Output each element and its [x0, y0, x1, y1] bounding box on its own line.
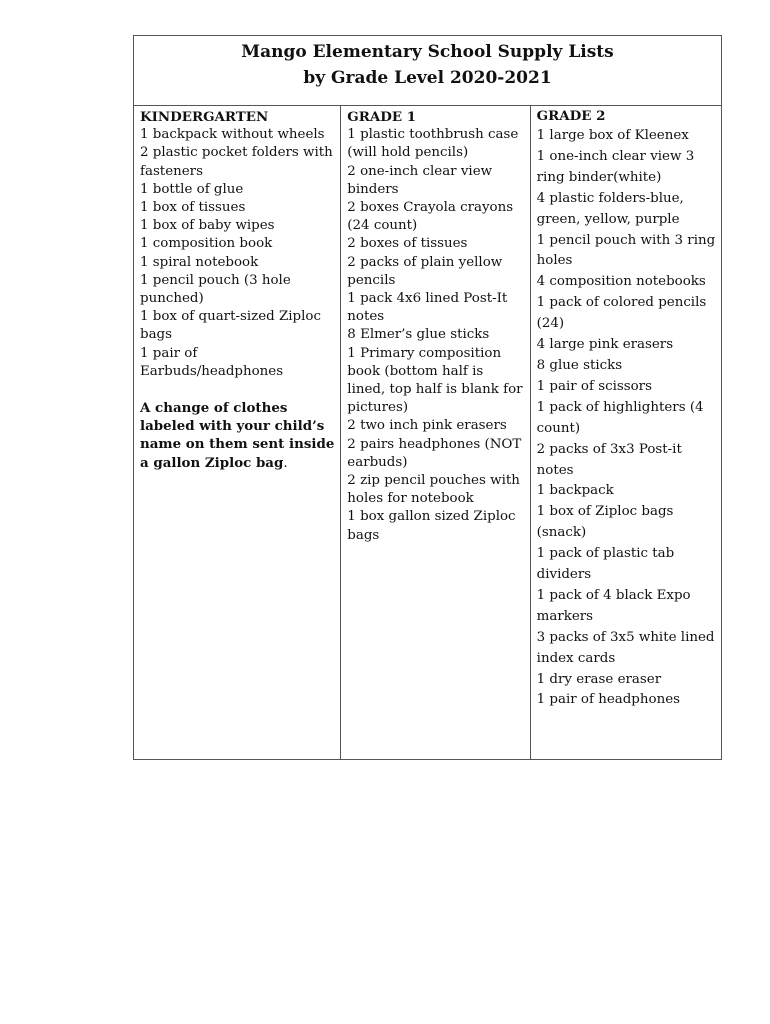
list-item: 1 pack of 4 black Expo markers: [536, 587, 691, 624]
list-item: 1 backpack without wheels: [140, 127, 325, 143]
list-item: 8 Elmer’s glue sticks: [347, 327, 490, 343]
list-item: 8 glue sticks: [536, 357, 623, 373]
list-item: 4 composition notebooks: [536, 274, 706, 290]
list-item: 2 plastic pocket folders with fasteners: [140, 145, 333, 179]
list-item: 1 box gallon sized Ziploc bags: [347, 509, 516, 543]
list-item: 1 composition book: [140, 236, 273, 252]
kindergarten-note-period: .: [283, 455, 288, 471]
table-title-cell: [134, 36, 721, 106]
list-item: 2 two inch pink erasers: [347, 418, 507, 434]
list-item: 1 box of quart-sized Ziploc bags: [140, 309, 321, 343]
grade-columns: [134, 106, 721, 759]
list-item: 1 plastic toothbrush case (will hold pencils): [347, 127, 519, 161]
list-item: 2 one-inch clear view binders: [347, 163, 493, 197]
list-item: 2 boxes of tissues: [347, 236, 468, 252]
grade-2-list: [537, 126, 716, 711]
list-item: 1 pack 4x6 lined Post-It notes: [347, 291, 508, 325]
supply-list-table: [133, 35, 722, 760]
list-item: 2 zip pencil pouches with holes for notebook: [347, 473, 520, 507]
list-item: 1 box of baby wipes: [140, 218, 275, 234]
list-item: 1 one-inch clear view 3 ring binder(white): [536, 148, 695, 185]
list-item: 2 packs of plain yellow pencils: [347, 254, 503, 288]
list-item: 1 dry erase eraser: [536, 671, 662, 687]
kindergarten-clothes-note: [140, 399, 335, 473]
grade-1-column: [341, 106, 530, 759]
list-item: 1 pair of headphones: [536, 692, 680, 708]
document-title-line-2: by Grade Level 2020-2021: [303, 68, 552, 88]
list-item: 1 pair of Earbuds/headphones: [140, 345, 284, 379]
list-item: 1 backpack: [536, 483, 614, 499]
list-item: 1 box of tissues: [140, 200, 246, 216]
document-title-line-1: Mango Elementary School Supply Lists: [241, 42, 614, 62]
list-item: 1 pencil pouch (3 hole punched): [140, 272, 291, 307]
list-item: 1 pencil pouch with 3 ring holes: [536, 232, 716, 269]
list-item: 4 large pink erasers: [536, 337, 674, 353]
list-item: 2 packs of 3x3 Post-it notes: [536, 441, 682, 478]
list-item: 1 bottle of glue: [140, 181, 244, 197]
grade-1-list: [347, 126, 524, 545]
list-item: 1 pack of highlighters (4 count): [536, 399, 704, 436]
kindergarten-heading: KINDERGARTEN: [140, 109, 269, 125]
list-item: 1 box of Ziploc bags (snack): [536, 504, 674, 541]
grade-2-column: [531, 106, 721, 759]
grade-2-heading: GRADE 2: [536, 108, 606, 124]
list-item: 1 pack of plastic tab dividers: [536, 546, 675, 583]
list-item: 3 packs of 3x5 white lined index cards: [536, 629, 715, 666]
list-item: 1 Primary composition book (bottom half is lined, top half is blank for pictures): [347, 345, 523, 416]
list-item: 2 boxes Crayola crayons (24 count): [347, 200, 514, 234]
list-item: 2 pairs headphones (NOT earbuds): [347, 436, 522, 470]
list-item: 1 spiral notebook: [140, 254, 259, 270]
kindergarten-note-text: A change of clothes labeled with your child’s name on them sent inside a gallon Ziploc bag: [140, 400, 335, 471]
list-item: 1 large box of Kleenex: [536, 128, 689, 143]
kindergarten-column: [134, 106, 341, 759]
kindergarten-list: [140, 126, 335, 381]
list-item: 4 plastic folders-blue, green, yellow, purple: [536, 190, 684, 227]
list-item: 1 pack of colored pencils (24): [536, 295, 707, 332]
grade-1-heading: GRADE 1: [347, 109, 417, 125]
list-item: 1 pair of scissors: [536, 378, 652, 394]
